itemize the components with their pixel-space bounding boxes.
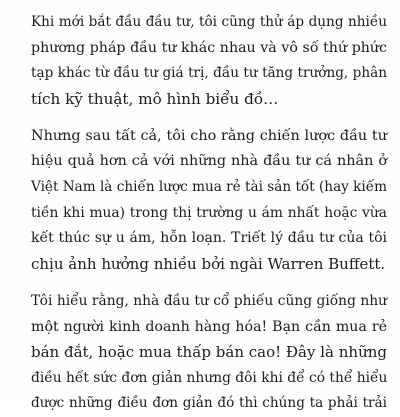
text-line: chịu ảnh hưởng nhiều bởi ngài Warren Buffett. (31, 254, 386, 273)
paragraph-spacer (31, 277, 387, 289)
text-line: một người kinh doanh hàng hóa! Bạn cần mua rẻ (31, 318, 387, 335)
text-line: Việt Nam là chiến lược mua rẻ tài sản tốt (hay kiếm (31, 179, 388, 196)
text-line: kết thúc sự u ám, hỗn loạn. Triết lý đầu tư của tôi (31, 230, 387, 247)
body-text (31, 10, 387, 417)
paragraph-2 (31, 124, 387, 278)
text-line: Khi mới bắt đầu đầu tư, tôi cũng thử áp dụng nhiều (31, 14, 387, 30)
text-line: bán đắt, hoặc mua thấp bán cao! Đây là những (31, 343, 387, 362)
text-line: tạp khác từ đầu tư giá trị, đầu tư tăng trưởng, phân (31, 65, 387, 82)
text-line: phương pháp đầu tư khác nhau và vô số thứ phức (31, 39, 387, 56)
text-line: Tôi hiểu rằng, nhà đầu tư cổ phiếu cũng giống như (31, 292, 387, 309)
text-line: hiệu quả hơn cả với những nhà đầu tư cá nhân ở (31, 153, 387, 170)
text-line: Nhưng sau tất cả, tôi cho rằng chiến lược đầu tư (31, 127, 387, 144)
text-line: tiền khi mua) trong thị trường u ám nhất hoặc vừa (31, 204, 387, 221)
paragraph-1 (31, 10, 387, 112)
text-line: tích kỹ thuật, mô hình biểu đồ… (31, 89, 279, 108)
paragraph-3 (31, 289, 387, 417)
text-line: được những điều đơn giản đó thì chúng ta phải trải (31, 395, 387, 412)
paragraph-spacer (31, 112, 387, 124)
text-line: điều hết sức đơn giản nhưng đôi khi để có thể hiểu (31, 369, 388, 386)
